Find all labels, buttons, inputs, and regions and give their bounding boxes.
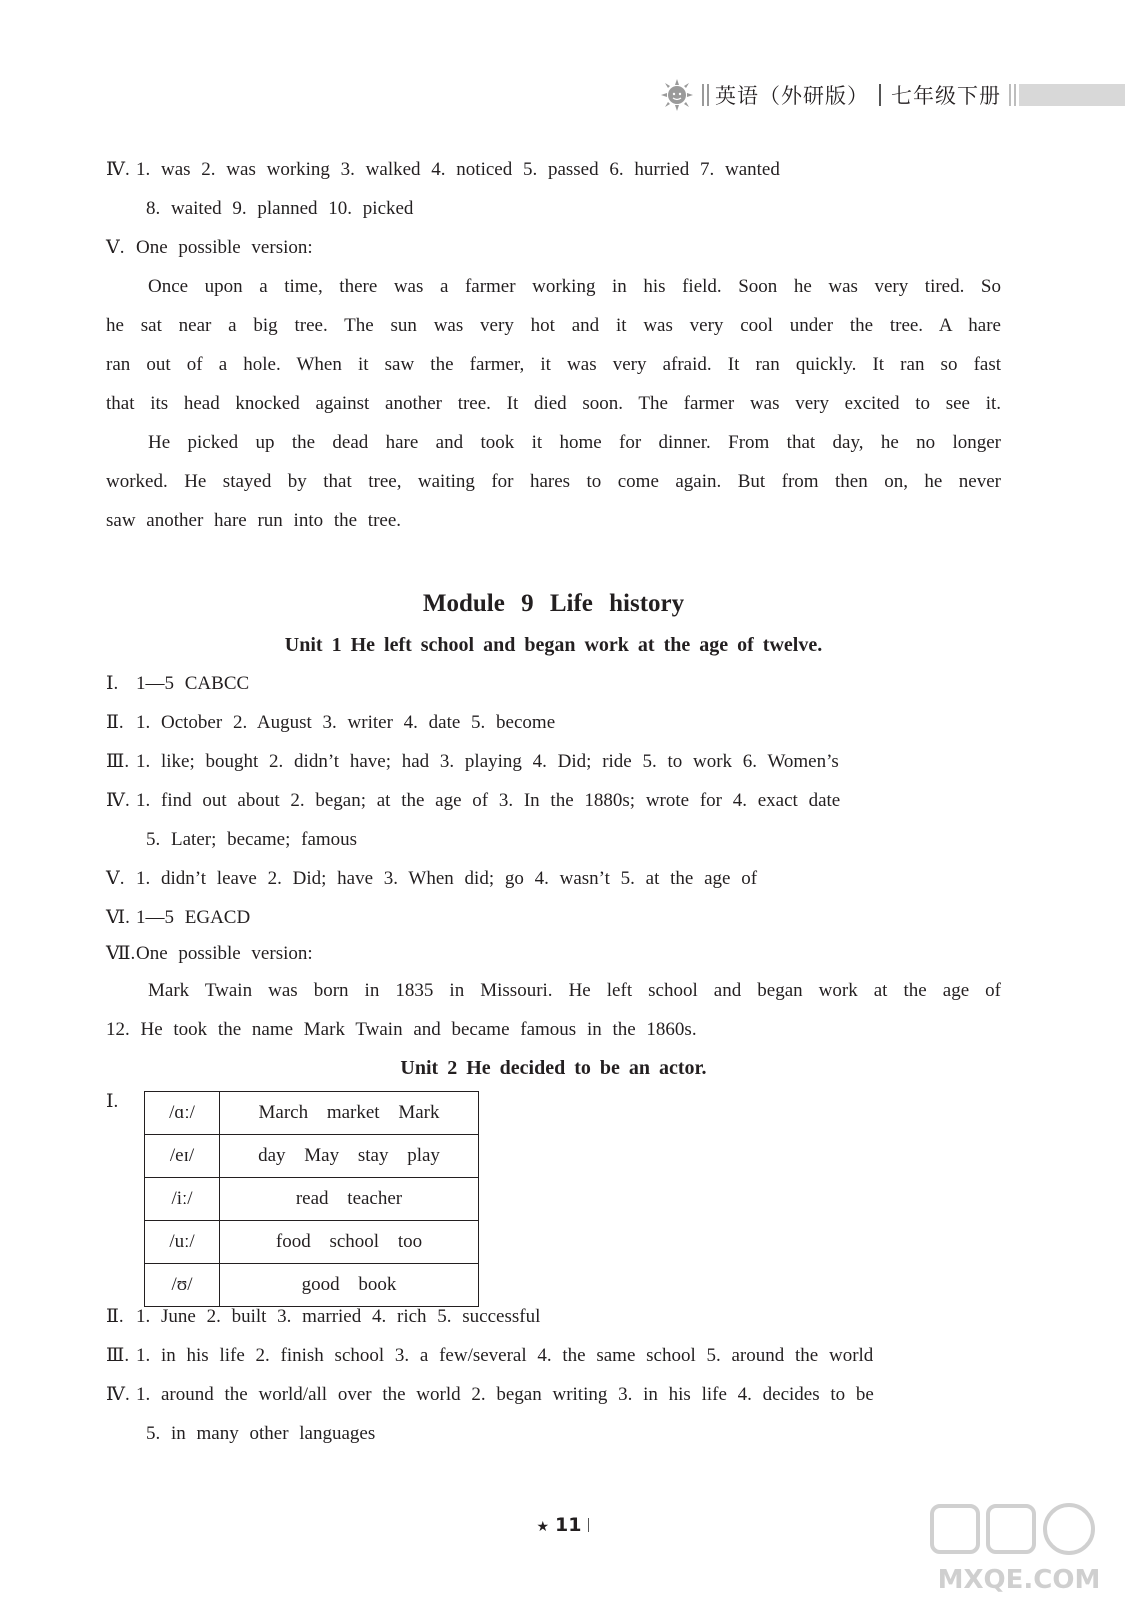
phonetic-words: March market Mark: [220, 1092, 479, 1135]
answer-line: 5. Later; became; famous: [146, 829, 358, 850]
header-subject: 英语（外研版）: [715, 84, 869, 108]
star-icon: ★: [536, 1519, 550, 1535]
roman-numeral: Ⅲ.: [106, 1345, 130, 1366]
answer-line: [106, 664, 1001, 703]
essay-line: saw another hare run into the tree.: [106, 510, 402, 531]
sun-mascot-icon: [660, 78, 694, 112]
roman-numeral: Ⅰ.: [106, 673, 119, 694]
page-number-text: 11: [555, 1514, 582, 1536]
essay-line: he sat near a big tree. The sun was very hot and it was very cool under the tree. A hare: [106, 315, 1001, 336]
answer-line: [106, 898, 1001, 937]
answer-line: 5. in many other languages: [146, 1423, 376, 1444]
roman-numeral: Ⅳ.: [106, 1384, 130, 1405]
answer-line: [106, 859, 1001, 898]
unit-title: Unit 1 He left school and began work at the age of twelve.: [284, 634, 823, 656]
phonetic-symbol: /ɑː/: [145, 1092, 220, 1135]
answer-line: [106, 150, 1001, 189]
roman-numeral: Ⅳ.: [106, 790, 130, 811]
answer-text: 1. around the world/all over the world 2. began writing 3. in his life 4. decides to be: [136, 1384, 874, 1405]
answer-line: 8. waited 9. planned 10. picked: [146, 198, 414, 219]
header-divider-bars: [702, 84, 709, 106]
watermark-text: MXQE.COM: [937, 1565, 1101, 1595]
table-row: [145, 1178, 479, 1221]
module-title: Module 9 Life history: [422, 590, 685, 617]
roman-numeral: Ⅱ.: [106, 712, 124, 733]
roman-numeral: Ⅵ.: [106, 907, 130, 928]
phonetic-words: good book: [220, 1264, 479, 1307]
essay-line: worked. He stayed by that tree, waiting for hares to come again. But from then on, he never: [106, 471, 1001, 492]
essay-line: Mark Twain was born in 1835 in Missouri. He left school and began work at the age of: [148, 980, 1001, 1001]
answer-text: 1. in his life 2. finish school 3. a few/several 4. the same school 5. around the world: [136, 1345, 874, 1366]
roman-numeral: Ⅶ.: [106, 943, 136, 964]
answer-text: 1. was 2. was working 3. walked 4. noticed 5. passed 6. hurried 7. wanted: [136, 159, 780, 180]
answer-line: [106, 742, 1001, 781]
answer-line: [106, 937, 1001, 971]
answer-text: One possible version:: [136, 237, 313, 258]
answer-text: 1. October 2. August 3. writer 4. date 5. become: [136, 712, 556, 733]
essay-line: He picked up the dead hare and took it home for dinner. From that day, he no longer: [148, 432, 1001, 453]
essay-line: Once upon a time, there was a farmer working in his field. Soon he was very tired. So: [148, 276, 1001, 297]
answer-line: [106, 228, 1001, 267]
phonetic-words: food school too: [220, 1221, 479, 1264]
answer-text: 1. find out about 2. began; at the age of 3. In the 1880s; wrote for 4. exact date: [136, 790, 841, 811]
page-header: [660, 78, 1125, 112]
phonetic-symbol: /iː/: [145, 1178, 220, 1221]
header-grade: 七年级下册: [891, 84, 1001, 108]
roman-numeral: Ⅴ.: [106, 868, 125, 889]
roman-numeral: Ⅳ.: [106, 159, 130, 180]
answer-text: 1. like; bought 2. didn’t have; had 3. playing 4. Did; ride 5. to work 6. Women’s: [136, 751, 839, 772]
roman-numeral: Ⅴ.: [106, 237, 125, 258]
answer-text: 1. didn’t leave 2. Did; have 3. When did; go 4. wasn’t 5. at the age of: [136, 868, 758, 889]
answer-text: 1. June 2. built 3. married 4. rich 5. successful: [136, 1306, 541, 1327]
table-row: [145, 1092, 479, 1135]
essay-line: 12. He took the name Mark Twain and became famous in the 1860s.: [106, 1019, 697, 1040]
answer-text: 1—5 EGACD: [136, 907, 251, 928]
phonetic-words: read teacher: [220, 1178, 479, 1221]
answer-line: [106, 781, 1001, 820]
answer-line: [106, 1336, 1001, 1375]
answer-text: 1—5 CABCC: [136, 673, 250, 694]
table-row: [145, 1135, 479, 1178]
phonetic-symbol: /ʊ/: [145, 1264, 220, 1307]
essay-line: ran out of a hole. When it saw the farmer, it was very afraid. It ran quickly. It ran so fast: [106, 354, 1001, 375]
phonetic-words: day May stay play: [220, 1135, 479, 1178]
phonetic-symbol: /uː/: [145, 1221, 220, 1264]
answer-line: [106, 703, 1001, 742]
phonetics-table: [144, 1091, 479, 1307]
roman-numeral: Ⅰ.: [106, 1091, 119, 1112]
phonetic-symbol: /eɪ/: [145, 1135, 220, 1178]
answer-line: [106, 1375, 1001, 1414]
page-number-tick: [588, 1518, 589, 1532]
roman-numeral: Ⅲ.: [106, 751, 130, 772]
answer-text: One possible version:: [136, 943, 313, 964]
table-row: [145, 1221, 479, 1264]
unit-title: Unit 2 He decided to be an actor.: [400, 1057, 707, 1079]
header-grey-band: [1009, 84, 1125, 106]
roman-numeral: Ⅱ.: [106, 1306, 124, 1327]
essay-line: that its head knocked against another tree. It died soon. The farmer was very excited to see it.: [106, 393, 1001, 414]
header-separator: [879, 84, 881, 106]
page-content: [106, 150, 1001, 1453]
watermark-logo: [924, 1500, 1114, 1596]
table-row: [145, 1264, 479, 1307]
phonetics-section: [106, 1087, 1001, 1297]
